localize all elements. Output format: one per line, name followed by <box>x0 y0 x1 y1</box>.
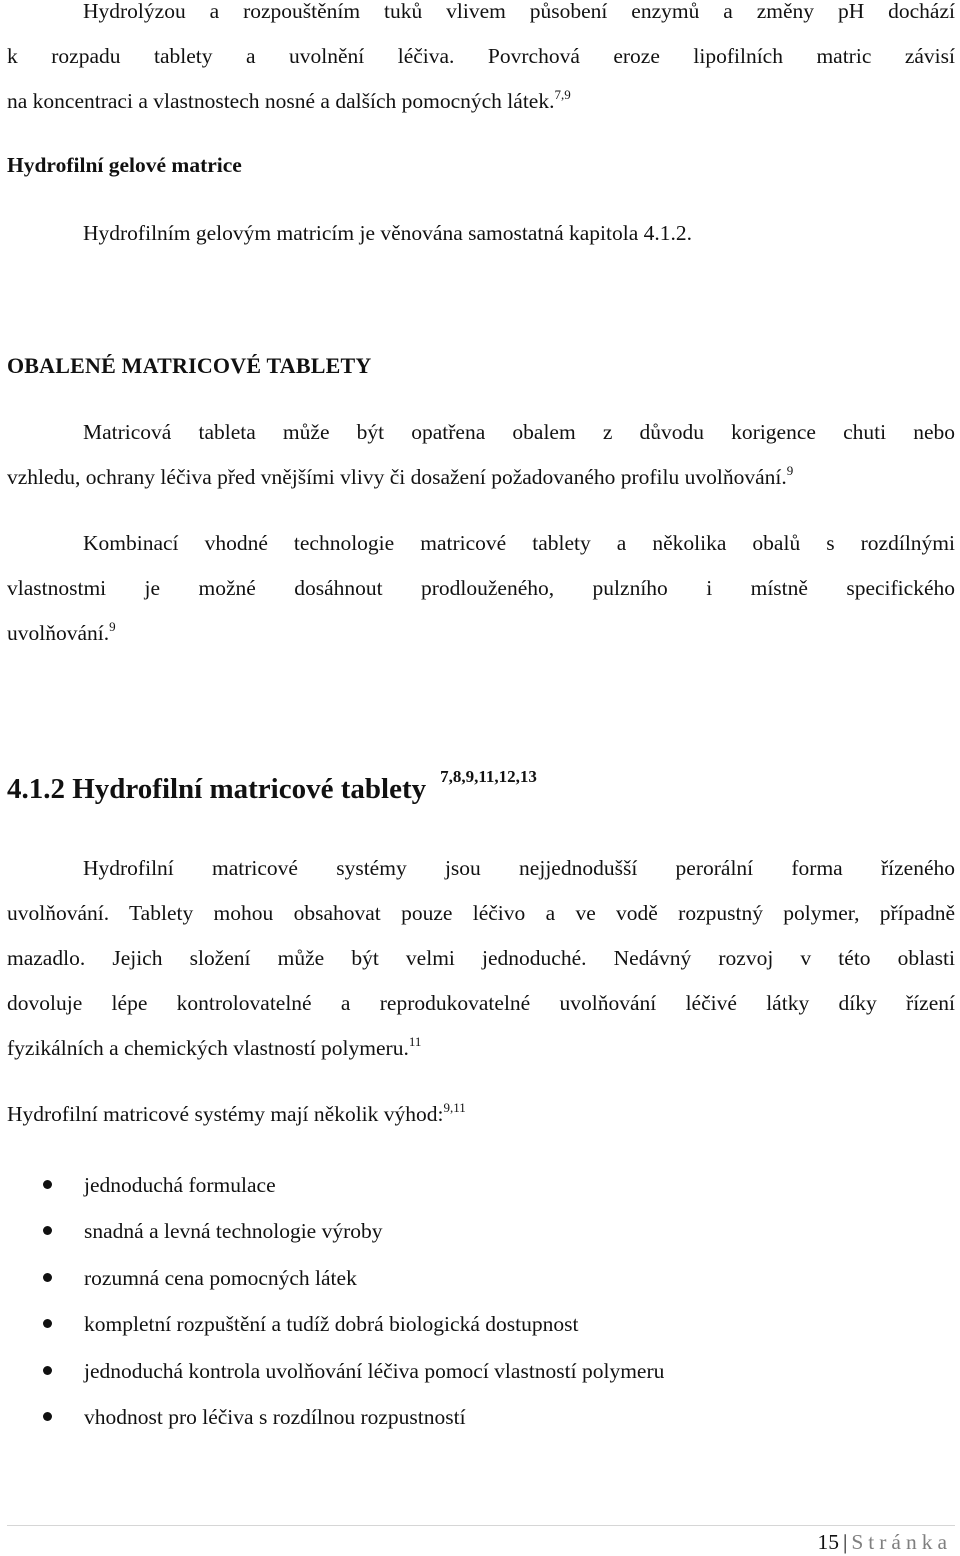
heading-412-citation: 7,8,9,11,12,13 <box>440 767 537 786</box>
bullet-icon <box>43 1226 52 1235</box>
p412-line-5: fyzikálních a chemických vlastností polymeru. <box>7 1036 409 1060</box>
paragraph-coated-2 <box>7 521 955 656</box>
list-item: snadná a levná technologie výroby <box>0 1208 960 1254</box>
footer-separator: | <box>843 1530 848 1554</box>
bullet-icon <box>43 1273 52 1282</box>
bullet-icon <box>43 1412 52 1421</box>
list-item: vhodnost pro léčiva s rozdílnou rozpustností <box>0 1394 960 1440</box>
citation-ref: 11 <box>408 1034 422 1049</box>
p412-line-2: uvolňování. Tablety mohou obsahovat pouze léčivo a ve vodě rozpustný polymer, případně <box>7 901 955 925</box>
advantages-intro: Hydrofilní matricové systémy mají několik výhod:$^{9,11}$ <box>7 1100 466 1126</box>
section-heading-coated-tablets: OBALENÉ MATRICOVÉ TABLETY <box>7 353 372 378</box>
p412-line-1: Hydrofilní matricové systémy jsou nejjednodušší perorální forma řízeného <box>83 856 955 880</box>
page-number: 15 <box>817 1530 839 1554</box>
footer-divider <box>7 1525 955 1526</box>
bullet-icon <box>43 1366 52 1375</box>
section-heading-412 <box>7 766 955 812</box>
coated-p1-line-1: Matricová tableta může být opatřena obalem z důvodu korigence chuti nebo <box>83 420 955 444</box>
coated-p1-line-2: vzhledu, ochrany léčiva před vnějšími vlivy či dosažení požadovaného profilu uvolňování. <box>7 465 787 489</box>
citation-ref: 9,11 <box>443 1100 466 1115</box>
list-item: rozumná cena pomocných látek <box>0 1255 960 1301</box>
page-label: Stránka <box>851 1530 952 1554</box>
citation-ref: 9 <box>786 463 794 478</box>
list-item: jednoduchá kontrola uvolňování léčiva pomocí vlastností polymeru <box>0 1348 960 1394</box>
heading-412-text: 4.1.2 Hydrofilní matricové tablety <box>7 773 427 805</box>
p412-line-3: mazadlo. Jejich složení může být velmi jednoduché. Nedávný rozvoj v této oblasti <box>7 946 955 970</box>
subheading-gel-matrices: Hydrofilní gelové matrice <box>7 153 242 177</box>
intro-line-3: na koncentraci a vlastnostech nosné a dalších pomocných látek. <box>7 89 555 113</box>
p412-line-4: dovoluje lépe kontrolovatelné a reprodukovatelné uvolňování léčivé látky díky řízení <box>7 991 955 1015</box>
paragraph-coated-1 <box>7 410 955 500</box>
list-item: jednoduchá formulace <box>0 1162 960 1208</box>
citation-ref: 7,9 <box>554 87 571 102</box>
list-item: kompletní rozpuštění a tudíž dobrá biologická dostupnost <box>0 1301 960 1347</box>
intro-line-1: Hydrolýzou a rozpouštěním tuků vlivem působení enzymů a změny pH dochází <box>83 0 955 23</box>
bullet-icon <box>43 1180 52 1189</box>
coated-p2-line-2: vlastnostmi je možné dosáhnout prodlouženého, pulzního i místně specifického <box>7 576 955 600</box>
advantages-list <box>0 1162 960 1440</box>
page-footer <box>818 1528 953 1556</box>
coated-p2-line-1: Kombinací vhodné technologie matricové tablety a několika obalů s rozdílnými <box>83 531 955 555</box>
paragraph-intro <box>7 0 955 124</box>
bullet-icon <box>43 1319 52 1328</box>
citation-ref: 9 <box>109 619 116 634</box>
paragraph-gel-matrices: Hydrofilním gelovým matricím je věnována samostatná kapitola 4.1.2. <box>83 221 693 245</box>
paragraph-412 <box>7 846 955 1071</box>
intro-line-2: k rozpadu tablety a uvolnění léčiva. Povrchová eroze lipofilních matric závisí <box>7 44 955 68</box>
coated-p2-line-3: uvolňování. <box>7 621 110 645</box>
